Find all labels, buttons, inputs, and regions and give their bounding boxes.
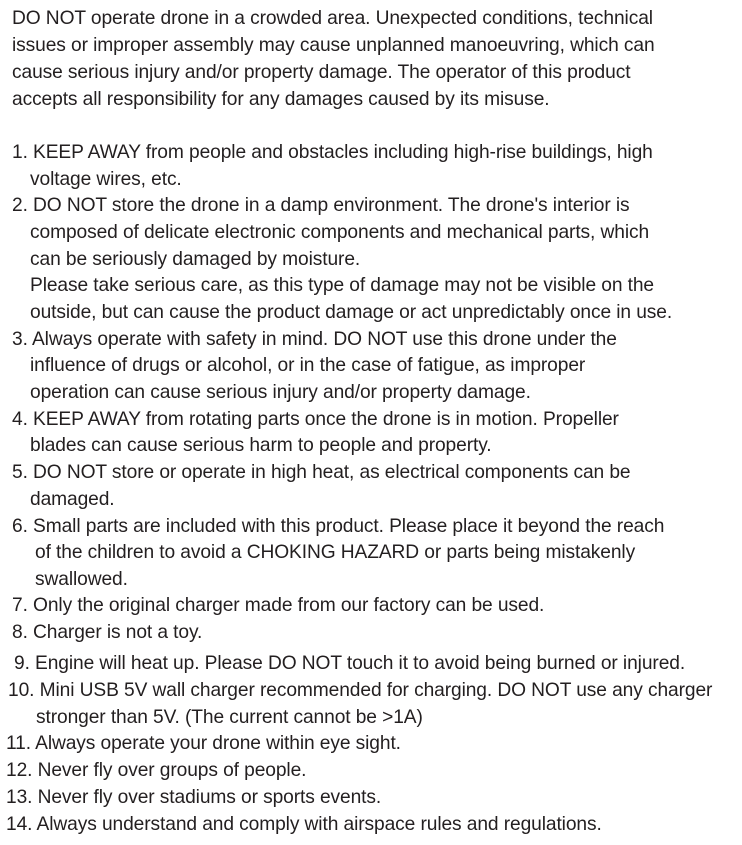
rule-line: 2. DO NOT store the drone in a damp environment. The drone's interior is [12,195,630,216]
rule-line: damaged. [30,489,115,510]
rule-line: 5. DO NOT store or operate in high heat, as electrical components can be [12,462,631,483]
rule-line: 13. Never fly over stadiums or sports events. [6,787,382,808]
rule-line: blades can cause serious harm to people and property. [30,435,492,456]
rule-line: swallowed. [35,569,128,590]
rule-line: 12. Never fly over groups of people. [6,760,307,781]
warning-line: accepts all responsibility for any damages caused by its misuse. [12,89,550,110]
rule-line: 9. Engine will heat up. Please DO NOT touch it to avoid being burned or injured. [14,653,686,674]
warning-line: DO NOT operate drone in a crowded area. Unexpected conditions, technical [12,8,653,29]
warning-line: issues or improper assembly may cause unplanned manoeuvring, which can [12,35,655,56]
rule-line: can be seriously damaged by moisture. [30,249,361,270]
rule-line: 7. Only the original charger made from our factory can be used. [12,595,545,616]
rule-line: 6. Small parts are included with this product. Please place it beyond the reach [12,516,665,537]
rule-line: operation can cause serious injury and/or property damage. [30,382,531,403]
rule-line: 4. KEEP AWAY from rotating parts once the drone is in motion. Propeller [12,409,619,430]
rule-line: 8. Charger is not a toy. [12,622,203,643]
rule-line: of the children to avoid a CHOKING HAZARD or parts being mistakenly [35,542,636,563]
rule-line: 1. KEEP AWAY from people and obstacles including high-rise buildings, high [12,142,653,163]
rule-line: Please take serious care, as this type of damage may not be visible on the [30,275,655,296]
rule-line: stronger than 5V. (The current cannot be >1A) [36,707,423,728]
rule-line: outside, but can cause the product damage or act unpredictably once in use. [30,302,673,323]
rule-line: voltage wires, etc. [30,169,182,190]
rule-line: 11. Always operate your drone within eye sight. [6,733,401,754]
rule-line: 14. Always understand and comply with airspace rules and regulations. [6,814,602,835]
warning-line: cause serious injury and/or property damage. The operator of this product [12,62,631,83]
rule-line: composed of delicate electronic components and mechanical parts, which [30,222,650,243]
rule-line: influence of drugs or alcohol, or in the case of fatigue, as improper [30,355,586,376]
rule-line: 3. Always operate with safety in mind. DO NOT use this drone under the [12,329,617,350]
rule-line: 10. Mini USB 5V wall charger recommended for charging. DO NOT use any charger [8,680,713,701]
